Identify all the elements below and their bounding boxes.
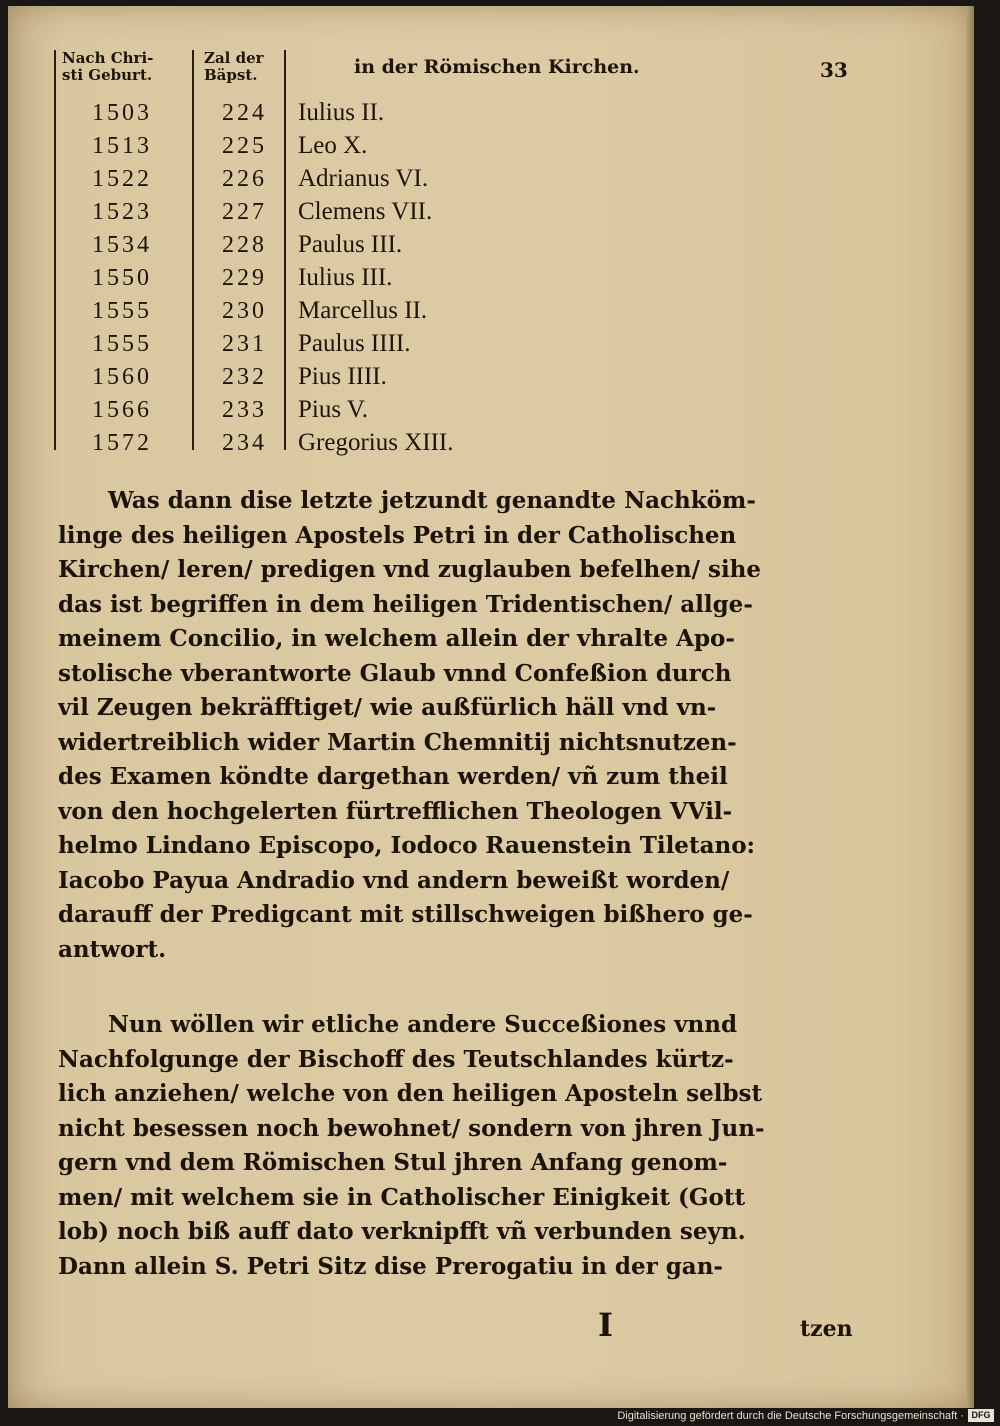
signature-mark: I (598, 1306, 613, 1344)
text-line: darauff der Predigcant mit stillschweigen bißhero ge- (58, 901, 753, 928)
pope-year: 1513 (92, 133, 152, 159)
pope-row (8, 362, 974, 395)
text-line: widertreiblich wider Martin Chemnitij nichtsnutzen- (58, 728, 737, 756)
pope-name: Marcellus II. (298, 297, 428, 324)
pope-number: 233 (222, 397, 267, 423)
column-header-year: Nach Chri- sti Geburt. (62, 49, 154, 84)
paragraph-bishops (58, 1008, 850, 1284)
pope-name: Pius IIII. (298, 363, 387, 390)
pope-year: 1534 (92, 232, 152, 258)
pope-name: Adrianus VI. (298, 165, 429, 192)
pope-year: 1566 (92, 397, 152, 423)
pope-row (8, 197, 974, 230)
text-line: Nun wöllen wir etliche andere Succeßiones vnnd (108, 1011, 738, 1038)
text-line: vil Zeugen bekräfftiget/ wie außfürlich häll vnd vn- (58, 694, 717, 721)
pope-year: 1522 (92, 166, 152, 192)
pope-year: 1572 (92, 430, 152, 456)
pope-name: Clemens VII. (298, 198, 433, 225)
text-line: gern vnd dem Römischen Stul jhren Anfang genom- (58, 1149, 728, 1176)
pope-year: 1560 (92, 364, 152, 390)
running-title: in der Römischen Kirchen. (354, 56, 640, 78)
text-line: Nachfolgunge der Bischoff des Teutschlandes kürtz- (58, 1045, 734, 1073)
pope-number: 229 (222, 265, 267, 291)
text-line: von den hochgelerten fürtrefflichen Theologen VVil- (58, 797, 733, 825)
digitization-credit: Digitalisierung gefördert durch die Deutsche Forschungsgemeinschaft · (617, 1410, 964, 1422)
dfg-logo: DFG (968, 1409, 994, 1422)
pope-number: 232 (222, 364, 267, 390)
pope-year: 1555 (92, 331, 152, 357)
pope-number: 234 (222, 430, 267, 456)
text-line: lich anziehen/ welche von den heiligen Aposteln selbst (58, 1080, 763, 1107)
pope-number: 230 (222, 298, 267, 324)
pope-name: Iulius II. (298, 99, 385, 126)
pope-year: 1555 (92, 298, 152, 324)
pope-name: Paulus IIII. (298, 330, 411, 357)
pope-number: 225 (222, 133, 267, 159)
pope-row (8, 263, 974, 296)
pope-year: 1550 (92, 265, 152, 291)
text-line: Was dann dise letzte jetzundt genandte Nachköm- (108, 487, 756, 514)
running-head (8, 6, 974, 96)
page-number: 33 (820, 58, 848, 82)
text-line: stolische vberantworte Glaub vnnd Confeßion durch (58, 659, 732, 687)
pope-name: Gregorius XIII. (298, 429, 454, 456)
pope-number: 231 (222, 331, 267, 357)
pope-row (8, 395, 974, 428)
pope-name: Paulus III. (298, 231, 403, 258)
pope-row (8, 296, 974, 329)
text-line: helmo Lindano Episcopo, Iodoco Rauenstein Tiletano: (58, 832, 756, 859)
pope-row (8, 230, 974, 263)
pope-name: Iulius III. (298, 264, 393, 291)
pope-number: 228 (222, 232, 267, 258)
pope-name: Leo X. (298, 132, 368, 159)
paragraph-succession (58, 484, 850, 967)
text-line: nicht besessen noch bewohnet/ sondern von jhren Jun- (58, 1114, 765, 1142)
pope-name: Pius V. (298, 396, 368, 423)
column-header-pope-count: Zal der Bäpst. (204, 49, 264, 84)
pope-number: 227 (222, 199, 267, 225)
text-line: meinem Concilio, in welchem allein der vhralte Apo- (58, 625, 735, 652)
text-line: linge des heiligen Apostels Petri in der Catholischen (58, 521, 737, 549)
text-line: lob) noch biß auff dato verknipfft vñ verbunden seyn. (58, 1218, 746, 1245)
text-line: des Examen köndte dargethan werden/ vñ zum theil (58, 763, 728, 790)
pope-year: 1523 (92, 199, 152, 225)
text-line: men/ mit welchem sie in Catholischer Einigkeit (Gott (58, 1183, 746, 1211)
text-line: antwort. (58, 935, 167, 963)
text-line: das ist begriffen in dem heiligen Tridentischen/ allge- (58, 590, 753, 618)
text-line: Kirchen/ leren/ predigen vnd zuglauben befelhen/ sihe (58, 556, 762, 583)
pope-number: 224 (222, 100, 267, 126)
text-line: Iacobo Payua Andradio vnd andern beweißt worden/ (58, 866, 730, 894)
pope-year: 1503 (92, 100, 152, 126)
catchword: tzen (800, 1316, 853, 1342)
pope-row (8, 329, 974, 362)
pope-row (8, 164, 974, 197)
text-line: Dann allein S. Petri Sitz dise Prerogatiu in der gan- (58, 1252, 723, 1280)
pope-number: 226 (222, 166, 267, 192)
book-page (8, 6, 974, 1408)
pope-row (8, 428, 974, 461)
pope-row (8, 131, 974, 164)
pope-row (8, 98, 974, 131)
